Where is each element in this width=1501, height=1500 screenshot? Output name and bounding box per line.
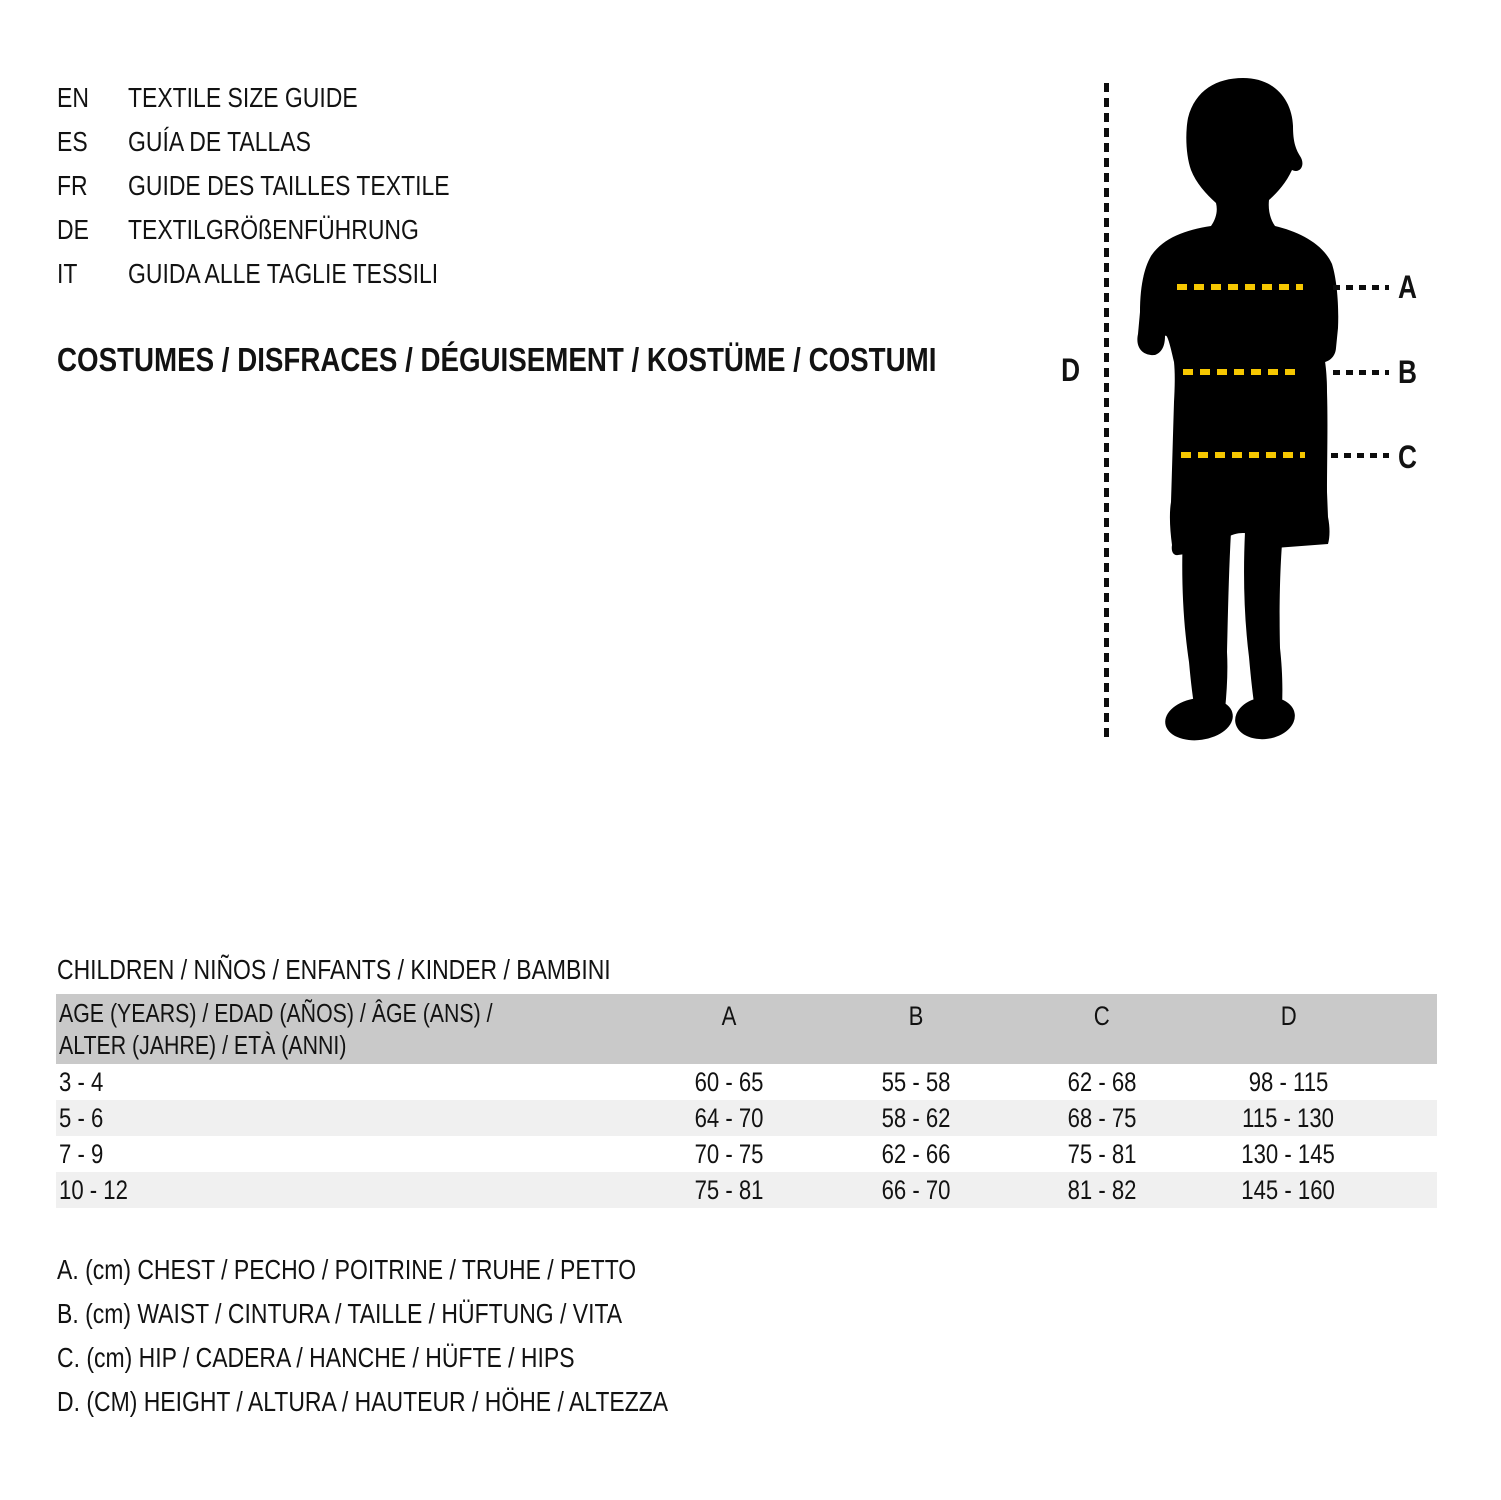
size-table — [56, 994, 1437, 1208]
age-column-header: AGE (YEARS) / EDAD (AÑOS) / ÂGE (ANS) / ALTER (JAHRE) / ETÀ (ANNI) — [59, 998, 493, 1060]
chest-cell: 64 - 70 — [694, 1102, 764, 1133]
guide-title: GUÍA DE TALLAS — [128, 126, 311, 157]
list-item — [57, 120, 520, 164]
table-header-row — [56, 994, 1437, 1064]
waist-cell: 55 - 58 — [881, 1066, 951, 1097]
chest-leader-line — [1333, 285, 1389, 290]
table-row — [56, 1172, 1437, 1208]
age-cell: 10 - 12 — [59, 1174, 128, 1205]
measure-label-d: D — [1061, 352, 1081, 388]
legend-item-chest: A. (cm) CHEST / PECHO / POITRINE / TRUHE / PETTO — [57, 1254, 637, 1285]
language-code: ES — [57, 126, 88, 157]
guide-title: GUIDE DES TAILLES TEXTILE — [128, 170, 450, 201]
language-title-list — [57, 76, 520, 296]
height-cell: 130 - 145 — [1241, 1138, 1336, 1169]
age-cell: 7 - 9 — [59, 1138, 104, 1169]
waist-leader-line — [1333, 370, 1389, 375]
hip-cell: 62 - 68 — [1067, 1066, 1137, 1097]
legend-item-hip: C. (cm) HIP / CADERA / HANCHE / HÜFTE / HIPS — [57, 1342, 575, 1373]
chest-cell: 70 - 75 — [694, 1138, 764, 1169]
guide-title: GUIDA ALLE TAGLIE TESSILI — [128, 258, 439, 289]
category-heading: COSTUMES / DISFRACES / DÉGUISEMENT / KOSTÜME / COSTUMI — [57, 341, 937, 378]
language-code: IT — [57, 258, 78, 289]
legend-item-height: D. (CM) HEIGHT / ALTURA / HAUTEUR / HÖHE / ALTEZZA — [57, 1386, 669, 1417]
language-code: DE — [57, 214, 89, 245]
measure-label-c: C — [1398, 439, 1417, 475]
age-cell: 5 - 6 — [59, 1102, 104, 1133]
height-cell: 98 - 115 — [1248, 1066, 1329, 1097]
list-item — [57, 164, 520, 208]
table-row — [56, 1064, 1437, 1100]
waist-cell: 58 - 62 — [881, 1102, 951, 1133]
waist-measure-line — [1183, 369, 1298, 375]
hip-measure-line — [1181, 452, 1305, 458]
section-title-children: CHILDREN / NIÑOS / ENFANTS / KINDER / BAMBINI — [57, 954, 611, 985]
silhouette-right-leg — [1244, 532, 1283, 710]
legend-item-waist: B. (cm) WAIST / CINTURA / TAILLE / HÜFTUNG / VITA — [57, 1298, 623, 1329]
column-header-b: B — [908, 1001, 924, 1031]
table-row — [56, 1100, 1437, 1136]
chest-measure-line — [1177, 284, 1303, 290]
list-item — [57, 208, 520, 252]
language-code: FR — [57, 170, 88, 201]
measurement-legend — [57, 1248, 802, 1424]
chest-cell: 60 - 65 — [694, 1066, 764, 1097]
column-header-c: C — [1094, 1001, 1111, 1031]
hip-leader-line — [1331, 453, 1389, 458]
hip-cell: 68 - 75 — [1067, 1102, 1137, 1133]
waist-cell: 62 - 66 — [881, 1138, 951, 1169]
list-item — [57, 252, 520, 296]
table-row — [56, 1136, 1437, 1172]
age-cell: 3 - 4 — [59, 1066, 104, 1097]
measure-label-b: B — [1398, 354, 1417, 390]
silhouette-right-shoe — [1232, 693, 1297, 743]
hip-cell: 75 - 81 — [1067, 1138, 1137, 1169]
chest-cell: 75 - 81 — [694, 1174, 764, 1205]
silhouette-left-leg — [1182, 532, 1231, 710]
measure-label-a: A — [1398, 269, 1417, 305]
height-measure-line — [1104, 83, 1109, 743]
waist-cell: 66 - 70 — [881, 1174, 951, 1205]
column-header-a: A — [721, 1001, 737, 1031]
column-header-d: D — [1280, 1001, 1297, 1031]
guide-title: TEXTILGRÖßENFÜHRUNG — [128, 214, 419, 245]
silhouette-body — [1137, 78, 1338, 555]
child-silhouette-image — [1125, 62, 1365, 752]
height-cell: 145 - 160 — [1241, 1174, 1336, 1205]
list-item — [57, 76, 520, 120]
hip-cell: 81 - 82 — [1067, 1174, 1137, 1205]
language-code: EN — [57, 82, 89, 113]
guide-title: TEXTILE SIZE GUIDE — [128, 82, 358, 113]
height-cell: 115 - 130 — [1242, 1102, 1335, 1133]
